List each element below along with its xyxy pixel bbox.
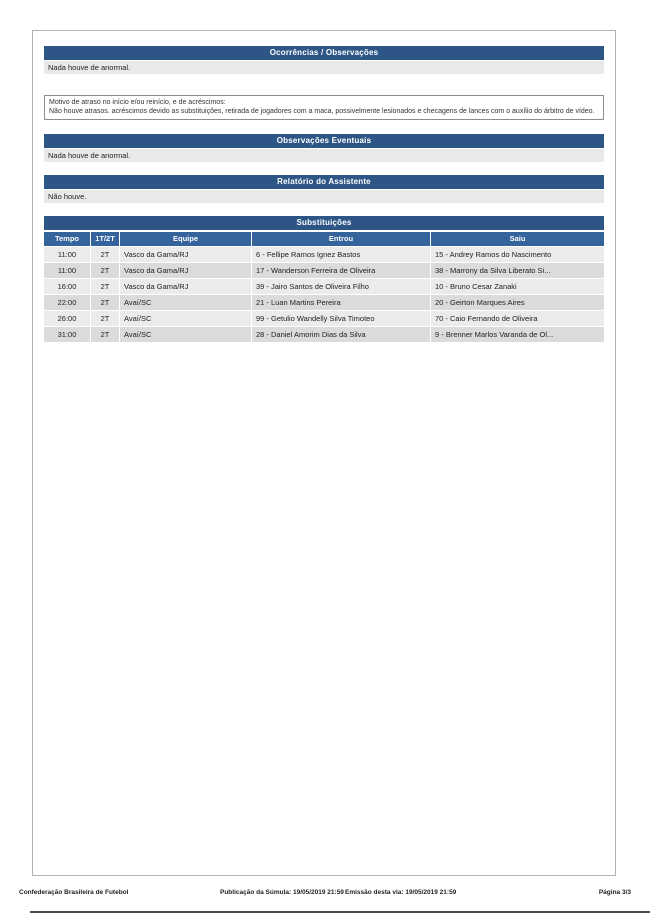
cell-equipe: Avaí/SC [120,327,251,342]
report-page-card [32,30,616,876]
col-header-1t2t: 1T/2T [91,232,119,246]
cell-saiu: 15 - Andrey Ramos do Nascimento [431,247,604,262]
report-content [44,46,604,342]
col-header-equipe: Equipe [120,232,251,246]
cell-1t2t: 2T [91,247,119,262]
cell-saiu: 9 - Brenner Marlos Varanda de Ol... [431,327,604,342]
cell-entrou: 17 - Wanderson Ferreira de Oliveira [252,263,430,278]
delay-reason-text: Não houve atrasos. acréscimos devido as substituições, retirada de jogadores com a maca, possivelmente lesionados e checagens de lances com o auxílio do árbitro de vídeo. [49,108,595,115]
delay-reason-box [44,95,604,120]
footer-organization: Confederação Brasileira de Futebol [19,889,129,896]
table-row [44,247,604,262]
section-body-observacoes-eventuais: Nada houve de anormal. [44,149,604,162]
section-header-ocorrencias: Ocorrências / Observações [44,46,604,60]
footer-publication-timestamp: Publicação da Súmula: 19/05/2019 21:59 [220,889,344,896]
cell-tempo: 11:00 [44,247,90,262]
section-header-substituicoes: Substituições [44,216,604,230]
cell-saiu: 10 - Bruno Cesar Zanaki [431,279,604,294]
substitutions-table [44,232,604,342]
table-row [44,263,604,278]
cell-equipe: Vasco da Gama/RJ [120,279,251,294]
footer-emission-timestamp: Emissão desta via: 19/05/2019 21:59 [345,889,457,896]
section-body-relatorio-assistente: Não houve. [44,190,604,203]
col-header-tempo: Tempo [44,232,90,246]
cell-entrou: 21 - Luan Martins Pereira [252,295,430,310]
cell-tempo: 26:00 [44,311,90,326]
cell-equipe: Avaí/SC [120,295,251,310]
col-header-saiu: Saiu [431,232,604,246]
cell-equipe: Avaí/SC [120,311,251,326]
cell-tempo: 11:00 [44,263,90,278]
cell-equipe: Vasco da Gama/RJ [120,263,251,278]
section-header-observacoes-eventuais: Observações Eventuais [44,134,604,148]
substitutions-table-header [44,232,604,246]
table-row [44,327,604,342]
cell-1t2t: 2T [91,279,119,294]
table-row [44,311,604,326]
cell-entrou: 28 - Daniel Amorim Dias da Silva [252,327,430,342]
footer-page-number: Página 3/3 [598,889,631,896]
cell-equipe: Vasco da Gama/RJ [120,247,251,262]
cell-saiu: 70 - Caio Fernando de Oliveira [431,311,604,326]
cell-tempo: 31:00 [44,327,90,342]
cell-1t2t: 2T [91,311,119,326]
col-header-entrou: Entrou [252,232,430,246]
section-body-ocorrencias: Nada houve de anormal. [44,61,604,74]
cell-entrou: 39 - Jairo Santos de Oliveira Filho [252,279,430,294]
cell-entrou: 6 - Fellipe Ramos Ignez Bastos [252,247,430,262]
cell-1t2t: 2T [91,263,119,278]
cell-tempo: 16:00 [44,279,90,294]
table-row [44,295,604,310]
table-row [44,279,604,294]
cell-saiu: 20 - Geirton Marques Aires [431,295,604,310]
cell-1t2t: 2T [91,327,119,342]
page-footer [0,889,650,901]
cell-tempo: 22:00 [44,295,90,310]
cell-1t2t: 2T [91,295,119,310]
cell-saiu: 38 - Marrony da Silva Liberato Si... [431,263,604,278]
delay-reason-label: Motivo de atraso no início e/ou reinício, e de acréscimos: [49,99,226,106]
cell-entrou: 99 - Getulio Wandelly Silva Timoteo [252,311,430,326]
section-header-relatorio-assistente: Relatório do Assistente [44,175,604,189]
bottom-page-divider [30,911,650,913]
